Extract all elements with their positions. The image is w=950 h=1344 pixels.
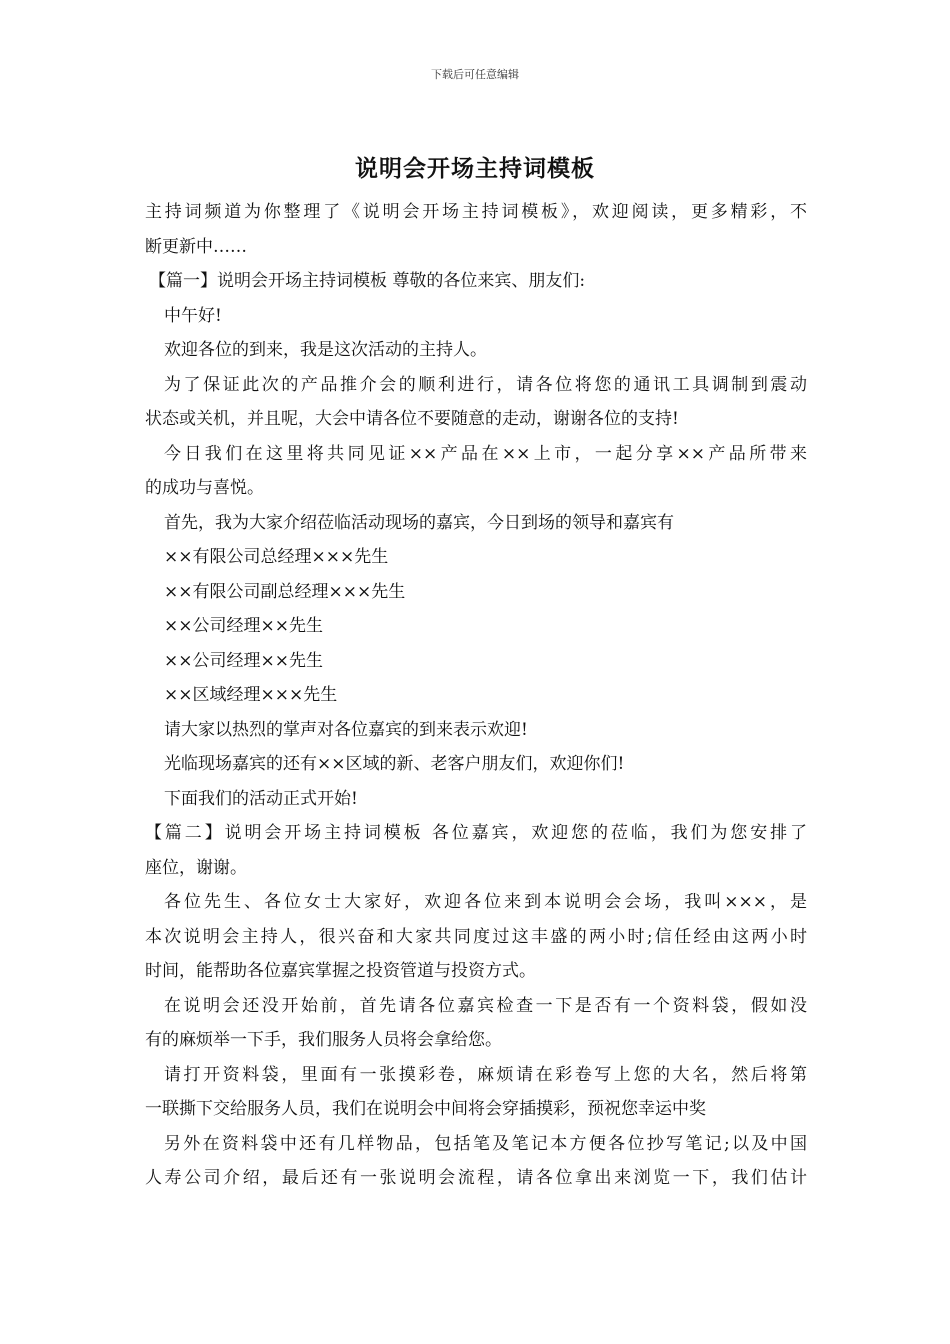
document-title: 说明会开场主持词模板 [355, 155, 595, 182]
paragraph-line: 今日我们在这里将共同见证××产品在××上市，一起分享××产品所带来 [164, 443, 807, 464]
paragraph-line: 各位先生、各位女士大家好，欢迎各位来到本说明会会场，我叫×××，是 [164, 892, 807, 912]
paragraph-line: 断更新中…… [145, 236, 247, 257]
paragraph-line: 请大家以热烈的掌声对各位嘉宾的到来表示欢迎! [164, 719, 528, 740]
paragraph-line: 【篇二】说明会开场主持词模板 各位嘉宾，欢迎您的莅临，我们为您安排了 [145, 823, 807, 843]
paragraph-line: 人寿公司介绍，最后还有一张说明会流程，请各位拿出来浏览一下，我们估计 [145, 1168, 807, 1188]
paragraph-line: 本次说明会主持人，很兴奋和大家共同度过这丰盛的两小时;信任经由这两小时 [145, 926, 807, 947]
guest-list-item: ××公司经理××先生 [164, 650, 323, 671]
paragraph-line: 请打开资料袋，里面有一张摸彩卷，麻烦请在彩卷写上您的大名，然后将第 [164, 1064, 807, 1085]
paragraph-line: 为了保证此次的产品推介会的顺利进行，请各位将您的通讯工具调制到震动 [164, 374, 807, 395]
paragraph-line: 时间，能帮助各位嘉宾掌握之投资管道与投资方式。 [145, 961, 536, 981]
paragraph-line: 座位，谢谢。 [145, 857, 247, 878]
paragraph-line: 欢迎各位的到来，我是这次活动的主持人。 [164, 340, 487, 360]
guest-list-item: ××公司经理××先生 [164, 616, 323, 636]
page-header: 下载后可任意编辑 [431, 68, 519, 81]
paragraph-line: 状态或关机，并且呢，大会中请各位不要随意的走动，谢谢各位的支持! [145, 409, 679, 429]
paragraph-line: 在说明会还没开始前，首先请各位嘉宾检查一下是否有一个资料袋，假如没 [164, 995, 807, 1016]
paragraph-line: 一联撕下交给服务人员，我们在说明会中间将会穿插摸彩，预祝您幸运中奖 [145, 1099, 706, 1119]
paragraph-line: 首先，我为大家介绍莅临活动现场的嘉宾，今日到场的领导和嘉宾有 [164, 512, 674, 533]
paragraph-line: 有的麻烦举一下手，我们服务人员将会拿给您。 [145, 1030, 502, 1050]
guest-list-item: ××区域经理×××先生 [164, 685, 338, 705]
paragraph-line: 中午好! [164, 305, 222, 326]
paragraph-line: 下面我们的活动正式开始! [164, 788, 358, 809]
paragraph-line: 【篇一】说明会开场主持词模板 尊敬的各位来宾、朋友们: [149, 271, 586, 291]
paragraph-line: 主持词频道为你整理了《说明会开场主持词模板》，欢迎阅读，更多精彩，不 [145, 202, 807, 222]
guest-list-item: ××有限公司总经理×××先生 [164, 547, 389, 567]
document-body [145, 195, 807, 1196]
paragraph-line: 另外在资料袋中还有几样物品，包括笔及笔记本方便各位抄写笔记;以及中国 [164, 1133, 807, 1154]
paragraph-line: 光临现场嘉宾的还有××区域的新、老客户朋友们，欢迎你们! [164, 754, 625, 774]
guest-list-item: ××有限公司副总经理×××先生 [164, 581, 406, 602]
paragraph-line: 的成功与喜悦。 [145, 478, 264, 498]
